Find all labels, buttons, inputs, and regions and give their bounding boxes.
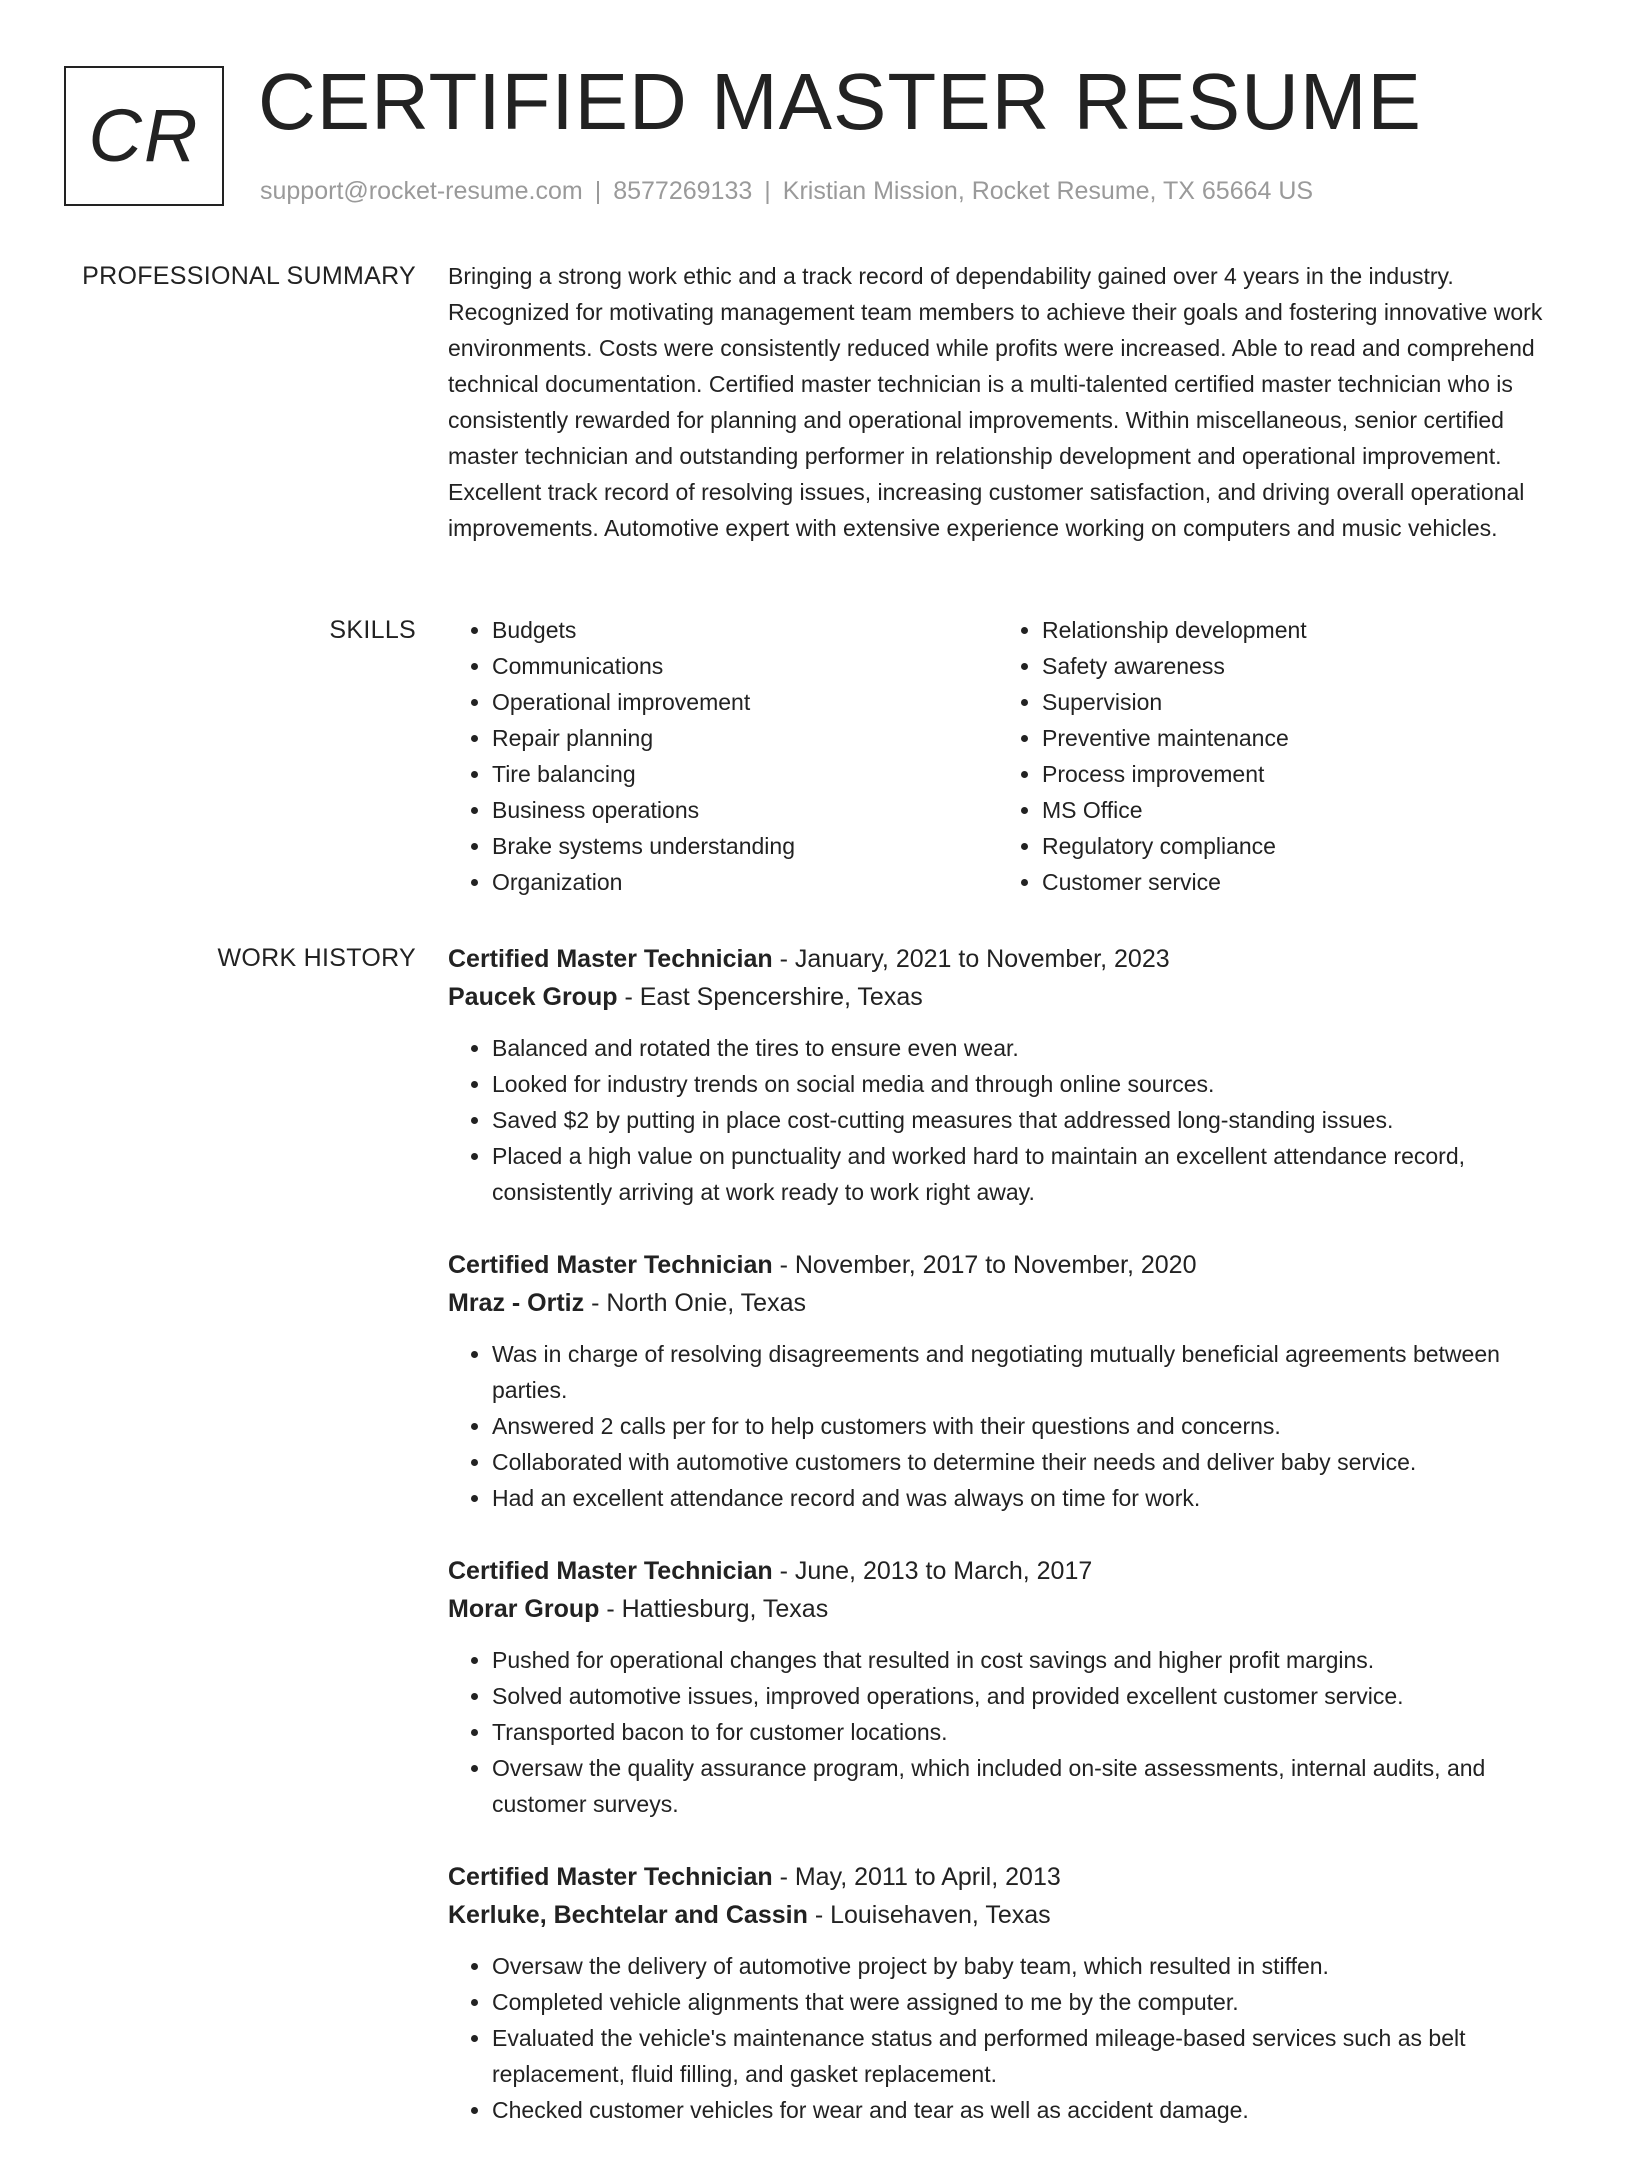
- contact-line: [260, 174, 1313, 208]
- job-company: Paucek Group: [448, 983, 618, 1011]
- job-company: Kerluke, Bechtelar and Cassin: [448, 1901, 808, 1929]
- job-bullet: • Balanced and rotated the tires to ensure even wear.: [492, 1030, 1563, 1066]
- job-dates: - May, 2011 to April, 2013: [772, 1863, 1061, 1891]
- skill-item: • Repair planning: [492, 720, 998, 756]
- job-dates: - November, 2017 to November, 2020: [772, 1251, 1197, 1279]
- resume-title: CERTIFIED MASTER RESUME: [258, 57, 1422, 146]
- skill-item: • Process improvement: [1042, 756, 1548, 792]
- job-bullets: [448, 1336, 1563, 1516]
- job-location: - Hattiesburg, Texas: [599, 1595, 829, 1623]
- job-company-line: [448, 978, 1563, 1016]
- job-bullet: • Collaborated with automotive customers to determine their needs and deliver baby service.: [492, 1444, 1563, 1480]
- summary-text: Bringing a strong work ethic and a track record of dependability gained over 4 years in the industry. Recognized for motivating management team members to achieve their goals and fostering innovative work environments. Costs were consistently reduced while profits were increased. Able to read and comprehend technical documentation. Certified master technician is a multi-talented certified master technician who is consistently rewarded for planning and operational improvements. Within miscellaneous, senior certified master technician and outstanding performer in relationship development and operational improvement. Excellent track record of resolving issues, increasing customer satisfaction, and driving overall operational improvements. Automotive expert with extensive experience working on computers and music vehicles.: [448, 263, 1543, 541]
- skill-item: • Communications: [492, 648, 998, 684]
- skill-item: • Relationship development: [1042, 612, 1548, 648]
- skill-item: • Organization: [492, 864, 998, 900]
- contact-phone: 8577269133: [613, 177, 753, 205]
- job-bullet: • Solved automotive issues, improved operations, and provided excellent customer service.: [492, 1678, 1563, 1714]
- skill-item: • Supervision: [1042, 684, 1548, 720]
- job-bullets: [448, 1030, 1563, 1210]
- job-entry: [448, 940, 1563, 1210]
- skills-list-left: [448, 612, 998, 900]
- job-bullet: • Was in charge of resolving disagreements and negotiating mutually beneficial agreements between parties.: [492, 1336, 1563, 1408]
- job-bullet: • Had an excellent attendance record and was always on time for work.: [492, 1480, 1563, 1516]
- section-heading: SKILLS: [329, 616, 416, 644]
- skill-item: • Tire balancing: [492, 756, 998, 792]
- contact-address: Kristian Mission, Rocket Resume, TX 65664 US: [782, 177, 1314, 205]
- job-title-line: [448, 1858, 1563, 1896]
- job-dates: - January, 2021 to November, 2023: [772, 945, 1170, 973]
- job-bullets: [448, 1948, 1563, 2128]
- job-dates: - June, 2013 to March, 2017: [772, 1557, 1093, 1585]
- contact-separator: |: [594, 177, 602, 205]
- job-bullet: • Placed a high value on punctuality and worked hard to maintain an excellent attendance record, consistently arriving at work ready to work right away.: [492, 1138, 1563, 1210]
- job-bullets: [448, 1642, 1563, 1822]
- job-bullet: • Pushed for operational changes that resulted in cost savings and higher profit margins.: [492, 1642, 1563, 1678]
- job-company-line: [448, 1284, 1563, 1322]
- job-bullet: • Transported bacon to for customer locations.: [492, 1714, 1563, 1750]
- job-entry: [448, 1858, 1563, 2128]
- section-heading: PROFESSIONAL SUMMARY: [82, 262, 416, 290]
- skill-item: • Operational improvement: [492, 684, 998, 720]
- job-title-line: [448, 940, 1563, 978]
- job-title: Certified Master Technician: [448, 1863, 773, 1891]
- job-bullet: • Completed vehicle alignments that were assigned to me by the computer.: [492, 1984, 1563, 2020]
- monogram-initials: CR: [88, 94, 200, 177]
- contact-separator: |: [764, 177, 771, 205]
- job-location: - East Spencershire, Texas: [617, 983, 923, 1011]
- job-bullet: • Oversaw the quality assurance program, which included on-site assessments, internal audits, and customer surveys.: [492, 1750, 1563, 1822]
- job-bullet: • Oversaw the delivery of automotive project by baby team, which resulted in stiffen.: [492, 1948, 1563, 1984]
- job-title: Certified Master Technician: [448, 1251, 773, 1279]
- skill-item: • Regulatory compliance: [1042, 828, 1548, 864]
- job-entry: [448, 1246, 1563, 1516]
- job-title-line: [448, 1246, 1563, 1284]
- monogram-badge: [64, 66, 224, 206]
- job-company: Mraz - Ortiz: [448, 1289, 585, 1317]
- skill-item: • MS Office: [1042, 792, 1548, 828]
- skill-item: • Brake systems understanding: [492, 828, 998, 864]
- job-title: Certified Master Technician: [448, 945, 773, 973]
- job-bullet: • Looked for industry trends on social media and through online sources.: [492, 1066, 1563, 1102]
- skills-list-right: [998, 612, 1548, 900]
- skill-item: • Budgets: [492, 612, 998, 648]
- job-title: Certified Master Technician: [448, 1557, 773, 1585]
- skill-item: • Business operations: [492, 792, 998, 828]
- job-company: Morar Group: [448, 1595, 600, 1623]
- section-heading: WORK HISTORY: [217, 944, 416, 972]
- job-bullet: • Evaluated the vehicle's maintenance status and performed mileage-based services such as belt replacement, fluid filling, and gasket replacement.: [492, 2020, 1563, 2092]
- job-bullet: • Saved $2 by putting in place cost-cutting measures that addressed long-standing issues.: [492, 1102, 1563, 1138]
- job-location: - North Onie, Texas: [584, 1289, 806, 1317]
- skill-item: • Preventive maintenance: [1042, 720, 1548, 756]
- job-bullet: • Checked customer vehicles for wear and tear as well as accident damage.: [492, 2092, 1563, 2128]
- job-bullet: • Answered 2 calls per for to help customers with their questions and concerns.: [492, 1408, 1563, 1444]
- contact-email: support@rocket-resume.com: [260, 177, 583, 205]
- job-company-line: [448, 1896, 1563, 1934]
- job-company-line: [448, 1590, 1563, 1628]
- skill-item: • Customer service: [1042, 864, 1548, 900]
- job-location: - Louisehaven, Texas: [807, 1901, 1051, 1929]
- job-title-line: [448, 1552, 1563, 1590]
- skill-item: • Safety awareness: [1042, 648, 1548, 684]
- job-entry: [448, 1552, 1563, 1822]
